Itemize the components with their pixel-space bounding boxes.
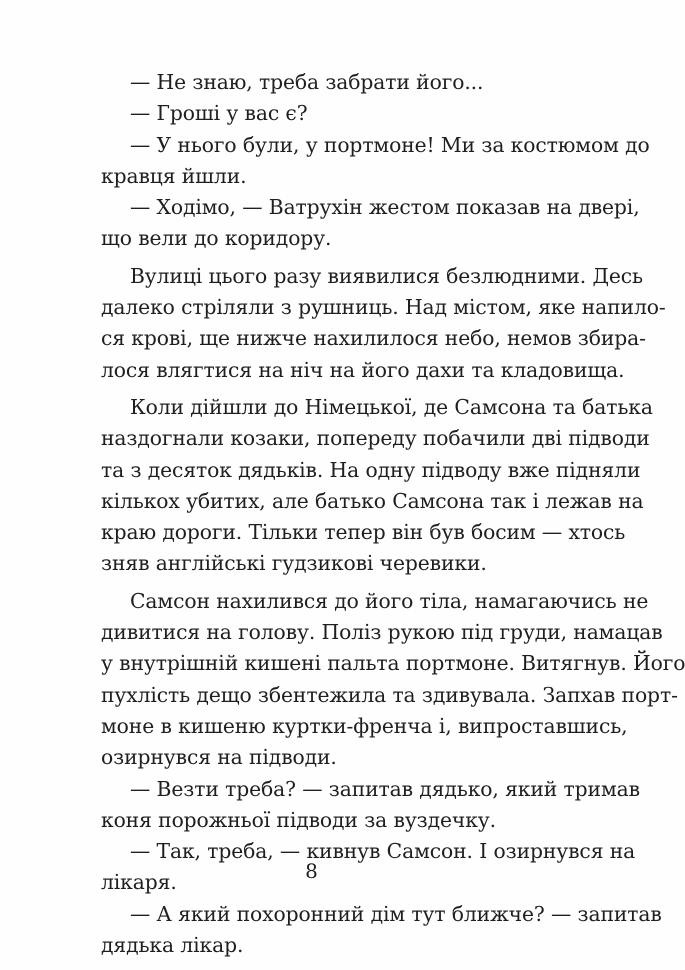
text-line: та з десяток дядьків. На одну підводу вже підняли [101,457,641,482]
text-line: — Везти треба? — запитав дядько, який тримав [130,776,640,801]
text-line: моне в кишеню куртки-френча і, випроставшись, [101,713,628,738]
text-line: дядька лікар. [101,933,244,958]
text-line: коня порожньої підводи за вуздечку. [101,807,496,832]
body-text [101,67,685,961]
text-line: Вулиці цього разу виявилися безлюдними. Десь [130,263,643,288]
text-line: — Так, треба, — кивнув Самсон. І озирнувся на [130,839,636,864]
paragraph [101,98,517,129]
paragraph [101,392,653,580]
text-line: ся крові, ще нижче нахилилося небо, немов збира- [101,326,646,351]
text-line: у внутрішній кишені пальта портмоне. Витягнув. Його [101,651,685,676]
paragraph [101,130,650,193]
paragraph [101,899,662,962]
paragraph [101,774,640,837]
text-line: — У нього були, у портмоне! Ми за костюмом до [130,132,650,157]
text-line: лося влягтися на ніч на його дахи та кладовища. [101,357,625,382]
text-line: Самсон нахилився до його тіла, намагаючись не [130,588,649,613]
text-line: — А який похоронний дім тут ближче? — запитав [130,901,662,926]
text-line: лікаря. [101,870,177,895]
paragraph [101,261,666,386]
text-line: озирнувся на підводи. [101,745,337,770]
paragraph [101,67,517,98]
paragraph [101,192,640,255]
text-line: далеко стріляли з рушниць. Над містом, яке напило- [101,295,666,320]
text-line: — Не знаю, треба забрати його... [130,70,484,94]
text-line: — Ходімо, — Ватрухін жестом показав на двері, [130,195,640,220]
text-line: кількох убитих, але батько Самсона так і лежав на [101,488,644,513]
text-line: наздогнали козаки, попереду побачили дві підводи [101,426,650,451]
text-line: Коли дійшли до Німецької, де Самсона та батька [130,394,653,419]
text-line: пухлість дещо збентежила та здивувала. Запхав порт- [101,682,678,707]
text-line: кравця йшли. [101,163,247,188]
paragraph [101,586,685,774]
text-line: дивитися на голову. Поліз рукою під груди, намацав [101,620,663,645]
text-line: що вели до коридору. [101,226,332,251]
text-line: зняв англійські гудзикові черевики. [101,551,487,576]
page-number: 8 [305,859,318,883]
text-line: — Гроші у вас є? [130,101,308,126]
text-line: краю дороги. Тільки тепер він був босим — хтось [101,520,626,545]
